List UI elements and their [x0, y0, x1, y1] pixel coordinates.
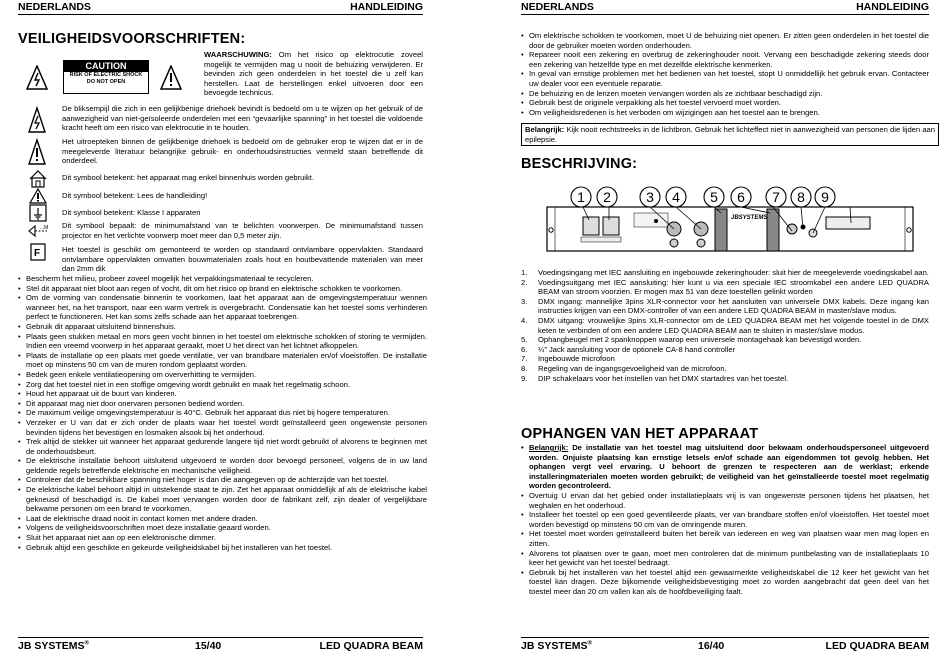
header-divider — [18, 14, 423, 15]
list-item: • Zorg dat het toestel niet in een stoffige omgeving wordt gebruikt en maak het regelmatig schoon. — [18, 380, 427, 390]
list-item: • Gebruik dit apparaat uitsluitend binnenshuis. — [18, 322, 427, 332]
page-footer — [521, 640, 929, 653]
description-title: BESCHRIJVING: — [521, 156, 638, 172]
exclamation-triangle-icon — [160, 65, 182, 91]
list-item: • Alvorens tot plaatsen over te gaan, moet men controleren dat de minimum puntbelasting van de installatieplaats 10 keer het gewicht van het toestel bedraagt. — [521, 549, 929, 568]
list-item: • Plaats geen stukken metaal en mors geen vocht binnen in het toestel om elektrische schokken of storing te vermijden. Indien een vreemd voorwerp in het apparaat geraakt, moet U het direct van het lichtnet afkoppelen. — [18, 332, 427, 351]
footer-product: LED QUADRA BEAM — [825, 640, 929, 652]
footer-page-number: 16/40 — [698, 640, 725, 652]
callout-7: 7 — [772, 189, 780, 205]
warning-text: Om het risico op elektrocutie zoveel mogelijk te vermijden mag u nooit de behuizing verwijderen. Er bevinden zich geen onderdelen in het toestel die u zelf kan herstellen. Laat de herstellingen enkel uitvoeren door een bevoegde technicus. — [204, 50, 423, 98]
list-item: 5. Ophangbeugel met 2 spanknoppen waarop een universele montagehaak kan bevestigd worden. — [521, 335, 862, 345]
list-item: • Om de vorming van condensatie binnenin te voorkomen, laat het apparaat aan de omgevingstemperatuur wennen wanneer het, na het transport, naar een warm vertrek is overgebracht. Condensatie kan het toestel soms verhinderen perfect te functioneren. Het kan soms zelfs schade aan het apparaat toebrengen. — [18, 293, 427, 322]
symbol-manual-text: Dit symbool betekent: Lees de handleiding! — [62, 191, 208, 200]
caution-label — [63, 60, 149, 94]
list-item: • Bescherm het milieu, probeer zoveel mogelijk het verpakkingsmateriaal te recycleren. — [18, 274, 427, 284]
header-divider — [521, 14, 929, 15]
callout-9: 9 — [821, 189, 829, 205]
footer-divider — [18, 637, 423, 638]
header-language: NEDERLANDS — [521, 1, 594, 13]
symbol-mounting-text: Het toestel is geschikt om gemonteerd te worden op standaard ontvlambare oppervlakten. Standaard ontvlambare oppervlakten omvatten bouwmaterialen zoals hout en houtbevattende materialen van meer dan 2mm dik — [62, 245, 423, 274]
callout-1: 1 — [577, 189, 585, 205]
list-item: • De maximum veilige omgevingstemperatuur is 40°C. Gebruik het apparaat dus niet bij hogere temperaturen. — [18, 408, 427, 418]
list-item: • Om elektrische schokken te voorkomen, moet U de behuizing niet openen. Er zitten geen onderdelen in het toestel die door de gebruiker moeten worden onderhouden. — [521, 31, 929, 50]
list-item: • Stel dit apparaat niet bloot aan regen of vocht, dit om het risico op brand en elektrische schokken te voorkomen. — [18, 284, 427, 294]
list-item: • Sluit het apparaat niet aan op een elektronische dimmer. — [18, 533, 427, 543]
list-item: • Gebruik altijd een geschikte en gekeurde veiligheidskabel bij het installeren van het toestel. — [18, 543, 427, 553]
important-text: Kijk nooit rechtstreeks in de lichtbron. Gebruik het lichteffect niet in aanwezigheid van personen die lijden aan epilepsie. — [525, 125, 935, 144]
list-item: • Laat de elektrische draad nooit in contact komen met andere draden. — [18, 514, 427, 524]
list-item: • Verzeker er U van dat er zich onder de plaats waar het toestel wordt geïnstalleerd geen ongewenste personen bevinden tijdens het bevestigen en losmaken alsook bij het onderhoud. — [18, 418, 427, 437]
callout-4: 4 — [672, 189, 680, 205]
list-item: • Bedek geen enkele ventilatieopening om oververhitting te vermijden. — [18, 370, 427, 380]
list-item: • De behuizing en de lenzen moeten vervangen worden als ze zichtbaar beschadigd zijn. — [521, 89, 929, 99]
callout-3: 3 — [646, 189, 654, 205]
installation-bullet-list — [521, 443, 929, 597]
list-item: 2. Voedingsuitgang met IEC aansluiting: hier kunt u via een speciale IEC stroomkabel een andere LED QUADRA BEAM van stroom voorzien. Er mogen max 51 van deze toestellen gelinkt worden — [521, 277, 929, 297]
list-item: • Om veiligheidsredenen is het verboden om wijzigingen aan het toestel aan te brengen. — [521, 108, 929, 118]
list-item: • Dit apparaat mag niet door onervaren personen bediend worden. — [18, 399, 427, 409]
lightning-triangle-icon — [26, 65, 48, 91]
list-item: • Houd het apparaat uit de buurt van kinderen. — [18, 389, 427, 399]
description-list — [521, 268, 929, 383]
symbol-lightning-text: De bliksempijl die zich in een gelijkbenige driehoek bevindt is bedoeld om u te wijzen op het gebruik of de aanwezigheid van niet-geïsoleerde onderdelen met een “gevaarlijke spanning” in het toestel die voldoende kracht heeft om een risico van elektrocutie in te houden. — [62, 104, 423, 133]
footer-brand: JB SYSTEMS® — [521, 640, 592, 652]
list-item: 3. DMX ingang: mannelijke 3pins XLR-connector voor het aansluiten van universele DMX kabels. Deze ingang kan instructies krijgen van een DMX-controller of van een andere LED QUADRA BEAM in master/slave modus. — [521, 296, 929, 316]
callout-6: 6 — [737, 189, 745, 205]
list-item: • Trek altijd de stekker uit wanneer het apparaat gedurende langere tijd niet wordt gebruikt of alvorens te beginnen met de onderhoudsbeurt. — [18, 437, 427, 456]
list-item: 9. DIP schakelaars voor het instellen van het DMX startadres van het toestel. — [521, 373, 789, 383]
footer-brand: JB SYSTEMS® — [18, 640, 89, 652]
symbol-exclamation-text: Het uitroepteken binnen de gelijkbenige driehoek is bedoeld om de gebruiker erop te wijzen dat er in de meegeleverde literatuur belangrijke gebruik- en onderhoudsinstructies vermeld staan betreffende dit onderdeel. — [62, 137, 423, 166]
list-item: • Repareer nooit een zekering en overbrug de zekeringhouder nooit. Vervang een beschadigde zekering steeds door een zekering van hetzelfde type en met dezelfde elektrische kenmerken. — [521, 50, 929, 69]
header-language: NEDERLANDS — [18, 1, 91, 13]
list-item: • In geval van ernstige problemen met het bedienen van het toestel, stopt U onmiddellijk het gebruik ervan. Contacteer uw dealer voor een eventuele reparatie. — [521, 69, 929, 88]
installation-title: OPHANGEN VAN HET APPARAAT — [521, 426, 759, 442]
symbol-class-text: Dit symbool betekent: Klasse I apparaten — [62, 208, 201, 217]
device-logo: JBSYSTEMS — [731, 215, 768, 221]
page-header — [18, 1, 423, 14]
symbol-distance-text: Dit symbool bepaalt: de minimumafstand van te belichten voorwerpen. De minimumafstand tussen projector en het verlichte voorwerp moet meer dan 0,5 meter zijn. — [62, 221, 423, 240]
class-one-icon — [29, 204, 47, 222]
svg-text:F: F — [34, 248, 41, 259]
footer-divider — [521, 637, 929, 638]
caution-line-2: DO NOT OPEN — [86, 79, 126, 85]
header-manual: HANDLEIDING — [350, 1, 423, 13]
indoor-house-icon — [29, 170, 47, 188]
list-item: • Plaats de installatie op een plaats met goede ventilatie, ver van brandbare materialen en/of vloeistoffen. De installatie moet op minstens 50 cm van de muren rondom geplaatst worden. — [18, 351, 427, 370]
callout-2: 2 — [603, 189, 611, 205]
list-item: • Installeer het toestel op een goed geventileerde plaats, ver van brandbare stoffen en/of vloeistoffen. Het toestel moet worden bevestigd op minstens 50 cm van de omringende muren. — [521, 510, 929, 529]
list-item: 1. Voedingsingang met IEC aansluiting en ingebouwde zekeringhouder: sluit hier de meegeleverde voedingskabel aan. — [521, 268, 929, 277]
page-title: VEILIGHEIDSVOORSCHRIFTEN: — [18, 31, 246, 47]
callout-markers — [521, 183, 941, 263]
exclamation-triangle-icon — [28, 138, 46, 166]
warning-paragraph — [204, 50, 423, 98]
important-notice — [521, 123, 939, 146]
symbol-indoor-text: Dit symbool betekent: het apparaat mag enkel binnenhuis worden gebruikt. — [62, 173, 315, 182]
footer-page-number: 15/40 — [195, 640, 222, 652]
list-item: • Gebruik best de originele verpakking als het toestel vervoerd moet worden. — [521, 98, 929, 108]
min-distance-icon — [28, 222, 50, 240]
lightning-triangle-icon — [28, 106, 46, 134]
page-footer — [18, 640, 423, 653]
caution-title: CAUTION — [64, 61, 148, 72]
page-header — [521, 1, 929, 14]
callout-8: 8 — [797, 189, 805, 205]
list-item: • De elektrische kabel behoort altijd in uitstekende staat te zijn. Zet het apparaat onmiddellijk af als de elektrische kabel gekneusd of beschadigd is. De kabel moet vervangen worden door de fabrikant zelf, zijn dealer of vergelijkbare bekwame personen om een brand te voorkomen. — [18, 485, 427, 514]
safety-bullet-list — [18, 274, 427, 552]
list-item: • De elektrische installatie behoort uitsluitend uitgevoerd te worden door bevoegd personeel, volgens de in uw land geldende regels betreffende elektrische en mechanische veiligheid. — [18, 456, 427, 475]
list-item: • Overtuig U ervan dat het gebied onder installatieplaats vrij is van ongewenste personen tijdens het plaatsen, het weghalen en het onderhoud. — [521, 491, 929, 510]
list-item: • Belangrijk: De installatie van het toestel mag uitsluitend door bekwaam onderhoudspersoneel uitgevoerd worden. Onjuiste plaatsing kan ernstige letsels en/of schade aan eigendommen tot gevolg hebben. Het ophangen vergt veel ervaring. U behoort de grenzen te respecteren aan de werklast; erkende installeringmaterialen moeten worden gebruikt; de veiligheid van het geïnstalleerde toestel moet regelmatig worden gecontroleerd. — [521, 443, 929, 491]
header-manual: HANDLEIDING — [856, 1, 929, 13]
list-item: • Het toestel moet worden geïnstalleerd buiten het bereik van iedereen en weg van plaatsen waar men mag lopen en zitten. — [521, 529, 929, 548]
list-item: 6. ¼” Jack aansluiting voor de optionele CA-8 hand controller — [521, 344, 736, 354]
right-page — [475, 0, 950, 654]
list-item: 7. Ingebouwde microfoon — [521, 354, 615, 364]
callout-5: 5 — [710, 189, 718, 205]
safety-bullet-list-continued — [521, 31, 929, 117]
warning-label: WAARSCHUWING: — [204, 50, 272, 59]
list-item: 4. DMX uitgang: vrouwelijke 3pins XLR-connector om de LED QUADRA BEAM met het volgende toestel in de DMX keten te verbinden of om een andere LED QUADRA BEAM aan te sluiten in master/slave modus. — [521, 315, 929, 335]
list-item: • Controleer dat de beschikbare spanning niet hoger is dan die aangegeven op de achterzijde van het toestel. — [18, 475, 427, 485]
list-item: • Gebruik bij het installeren van het toestel altijd een gewaarmerkte veiligheidskabel die 12 keer het gewicht van het toestel kan dragen. Deze bijkomende veiligheidsbevestiging moet zo worden aangebracht dat geen deel van het toestel meer dan 20 cm vallen kan als de hoofdbeveiliging faalt. — [521, 568, 929, 597]
important-label: Belangrijk: — [525, 125, 565, 134]
footer-product: LED QUADRA BEAM — [319, 640, 423, 652]
read-manual-icon — [29, 188, 47, 204]
caution-line-1: RISK OF ELECTRIC SHOCK — [69, 72, 143, 78]
flammable-surface-icon — [30, 243, 46, 261]
svg-text:...M: ...M — [40, 225, 49, 231]
list-item: 8. Regeling van de ingangsgevoeligheid van de microfoon. — [521, 363, 727, 373]
list-item: • Volgens de veiligheidsvoorschriften moet deze installatie geaard worden. — [18, 523, 427, 533]
